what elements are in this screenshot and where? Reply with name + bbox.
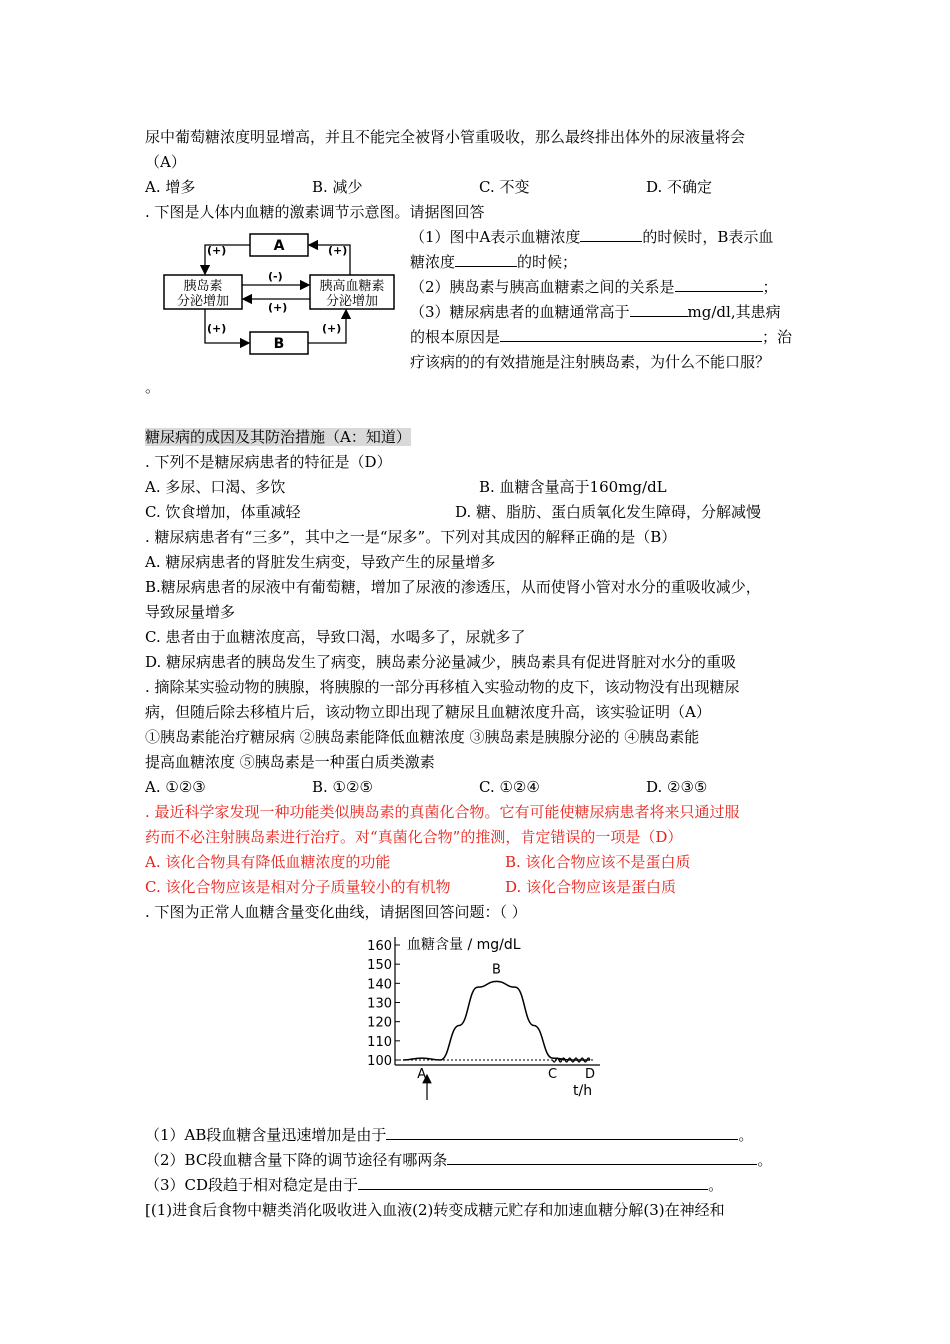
q4-option-c: C. 患者由于血糖浓度高，导致口渴，水喝多了，尿就多了 [145,628,526,646]
y-axis-label: 血糖含量 / mg/dL [407,937,521,953]
q5-line4: 提高血糖浓度 ⑤胰岛素是一种蛋白质类激素 [145,753,435,771]
q3-option-c: C. 饮食增加，体重减轻 [145,503,301,521]
blank[interactable] [358,1175,708,1190]
y-tick-label: 140 [367,977,392,993]
sign-plus-5: (+) [322,322,342,335]
q7-stem: . 下图为正常人血糖含量变化曲线，请据图回答问题：（ ） [145,903,527,921]
y-tick-label: 150 [367,958,392,974]
y-tick-label: 160 [367,939,392,954]
blank[interactable] [447,1150,757,1165]
q1-option-d: D. 不确定 [646,178,713,196]
q6-line2: 药而不必注射胰岛素进行治疗。对“真菌化合物”的推测，肯定错误的一项是（D） [145,828,683,846]
q4-option-b-line1: B.糖尿病患者的尿液中有葡萄糖，增加了尿液的渗透压，从而使肾小管对水分的重吸收减少， [145,578,761,596]
q1-option-c: C. 不变 [479,178,530,196]
q2-p1a: （1）图中A表示血糖浓度 [410,228,581,246]
q2-p3c: 的根本原因是 [410,328,501,346]
q2-p3d: ；治 [762,328,793,346]
box-b-label: B [273,336,285,352]
q5-line3: ①胰岛素能治疗糖尿病 ②胰岛素能降低血糖浓度 ③胰岛素是胰腺分泌的 ④胰岛素能 [145,728,700,746]
box-a-label: A [273,238,285,254]
blank[interactable] [580,227,642,242]
q2-p2a: （2）胰岛素与胰高血糖素之间的关系是 [410,278,675,296]
sign-plus-4: (+) [207,322,227,335]
section-title-text: 糖尿病的成因及其防治措施（A：知道） [145,428,411,446]
x-axis-label: t/h [573,1083,593,1099]
q1-answer: （A） [145,153,186,171]
q4-option-a: A. 糖尿病患者的肾脏发生病变，导致产生的尿量增多 [145,553,496,571]
section-title [145,427,411,447]
q2-p1c: 糖浓度 [410,253,456,271]
q2-p1b: 的时候时，B表示血 [642,228,774,246]
q2-p3e: 疗该病的的有效措施是注射胰岛素，为什么不能口服？ [410,353,771,371]
q2-stem: . 下图是人体内血糖的激素调节示意图。请据图回答 [145,203,485,221]
sign-plus-3: (+) [268,301,288,314]
blank[interactable] [675,277,763,292]
q3-stem: . 下列不是糖尿病患者的特征是（D） [145,453,392,471]
q6-option-a: A. 该化合物具有降低血糖浓度的功能 [145,853,391,871]
q7-p3: （3）CD段趋于相对稳定是由于 [145,1176,359,1194]
point-label-A: A [417,1067,427,1082]
y-tick-label: 110 [367,1034,392,1050]
q2-part1-line2 [410,252,577,272]
q7-end: 。 [757,1151,773,1169]
q7-part2 [145,1150,772,1170]
q1-stem: 尿中葡萄糖浓度明显增高，并且不能完全被肾小管重吸收，那么最终排出体外的尿液量将会 [145,128,746,146]
q1-option-b: B. 减少 [312,178,363,196]
q2-p3b: mg/dl,其患病 [687,303,781,321]
hormone-regulation-diagram [160,228,400,358]
q2-tail: 。 [145,378,161,396]
y-tick-label: 120 [367,1015,392,1031]
q4-option-d: D. 糖尿病患者的胰岛发生了病变，胰岛素分泌量减少，胰岛素具有促进肾脏对水分的重吸 [145,653,737,671]
q6-option-b: B. 该化合物应该不是蛋白质 [505,853,691,871]
box-insulin-l1: 胰岛素 [183,279,223,294]
blank[interactable] [455,252,517,267]
q5-option-a: A. ①②③ [145,778,206,796]
q7-p2: （2）BC段血糖含量下降的调节途径有哪两条 [145,1151,448,1169]
q5-option-d: D. ②③⑤ [646,778,708,796]
series-wave [553,1058,590,1062]
q2-part2 [410,277,778,297]
q4-stem: . 糖尿病患者有“三多”，其中之一是“尿多”。下列对其成因的解释正确的是（B） [145,528,677,546]
q7-part1 [145,1125,753,1145]
q7-answer: [(1)进食后食物中糖类消化吸收进入血液(2)转变成糖元贮存和加速血糖分解(3)在神经和 [145,1201,725,1219]
y-tick-label: 100 [367,1054,392,1069]
box-insulin-l2: 分泌增加 [176,294,230,309]
q7-end: 。 [708,1176,724,1194]
q2-part3-line1 [410,302,781,322]
q3-option-d: D. 糖、脂肪、蛋白质氧化发生障碍，分解减慢 [455,503,762,521]
q2-p2b: ； [762,278,778,296]
blood-sugar-chart [355,925,615,1105]
q5-line1: . 摘除某实验动物的胰腺，将胰腺的一部分再移植入实验动物的皮下，该动物没有出现糖尿 [145,678,740,696]
point-label-D: D [584,1067,596,1082]
sign-plus-1: (+) [207,244,227,257]
blank[interactable] [386,1125,738,1140]
q5-option-c: C. ①②④ [479,778,540,796]
sign-plus-2: (+) [328,244,348,257]
y-tick-label: 130 [367,996,392,1012]
q7-p1: （1）AB段血糖含量迅速增加是由于 [145,1126,387,1144]
q1-option-a: A. 增多 [145,178,196,196]
q3-option-b: B. 血糖含量高于160mg/dL [479,478,667,496]
series-line [403,981,590,1060]
q6-line1: . 最近科学家发现一种功能类似胰岛素的真菌化合物。它有可能使糖尿病患者将来只通过服 [145,803,740,821]
q5-option-b: B. ①②⑤ [312,778,373,796]
q2-p1d: 的时候； [517,253,578,271]
q2-part3-line2 [410,327,792,347]
blank[interactable] [630,302,688,317]
q4-option-b-line2: 导致尿量增多 [145,603,236,621]
box-glucagon-l2: 分泌增加 [325,294,379,309]
q3-option-a: A. 多尿、口渴、多饮 [145,478,286,496]
q2-part1-line1 [410,227,773,247]
q6-option-c: C. 该化合物应该是相对分子质量较小的有机物 [145,878,451,896]
box-glucagon-l1: 胰高血糖素 [319,279,385,294]
q2-p3a: （3）糖尿病患者的血糖通常高于 [410,303,630,321]
point-label-C: C [548,1067,558,1082]
point-label-B: B [492,962,501,978]
q7-end: 。 [738,1126,754,1144]
q6-option-d: D. 该化合物应该是蛋白质 [505,878,677,896]
sign-minus: (-) [268,270,283,283]
q5-line2: 病，但随后除去移植片后，该动物立即出现了糖尿且血糖浓度升高，该实验证明（A） [145,703,711,721]
q7-part3 [145,1175,723,1195]
blank[interactable] [500,327,762,342]
